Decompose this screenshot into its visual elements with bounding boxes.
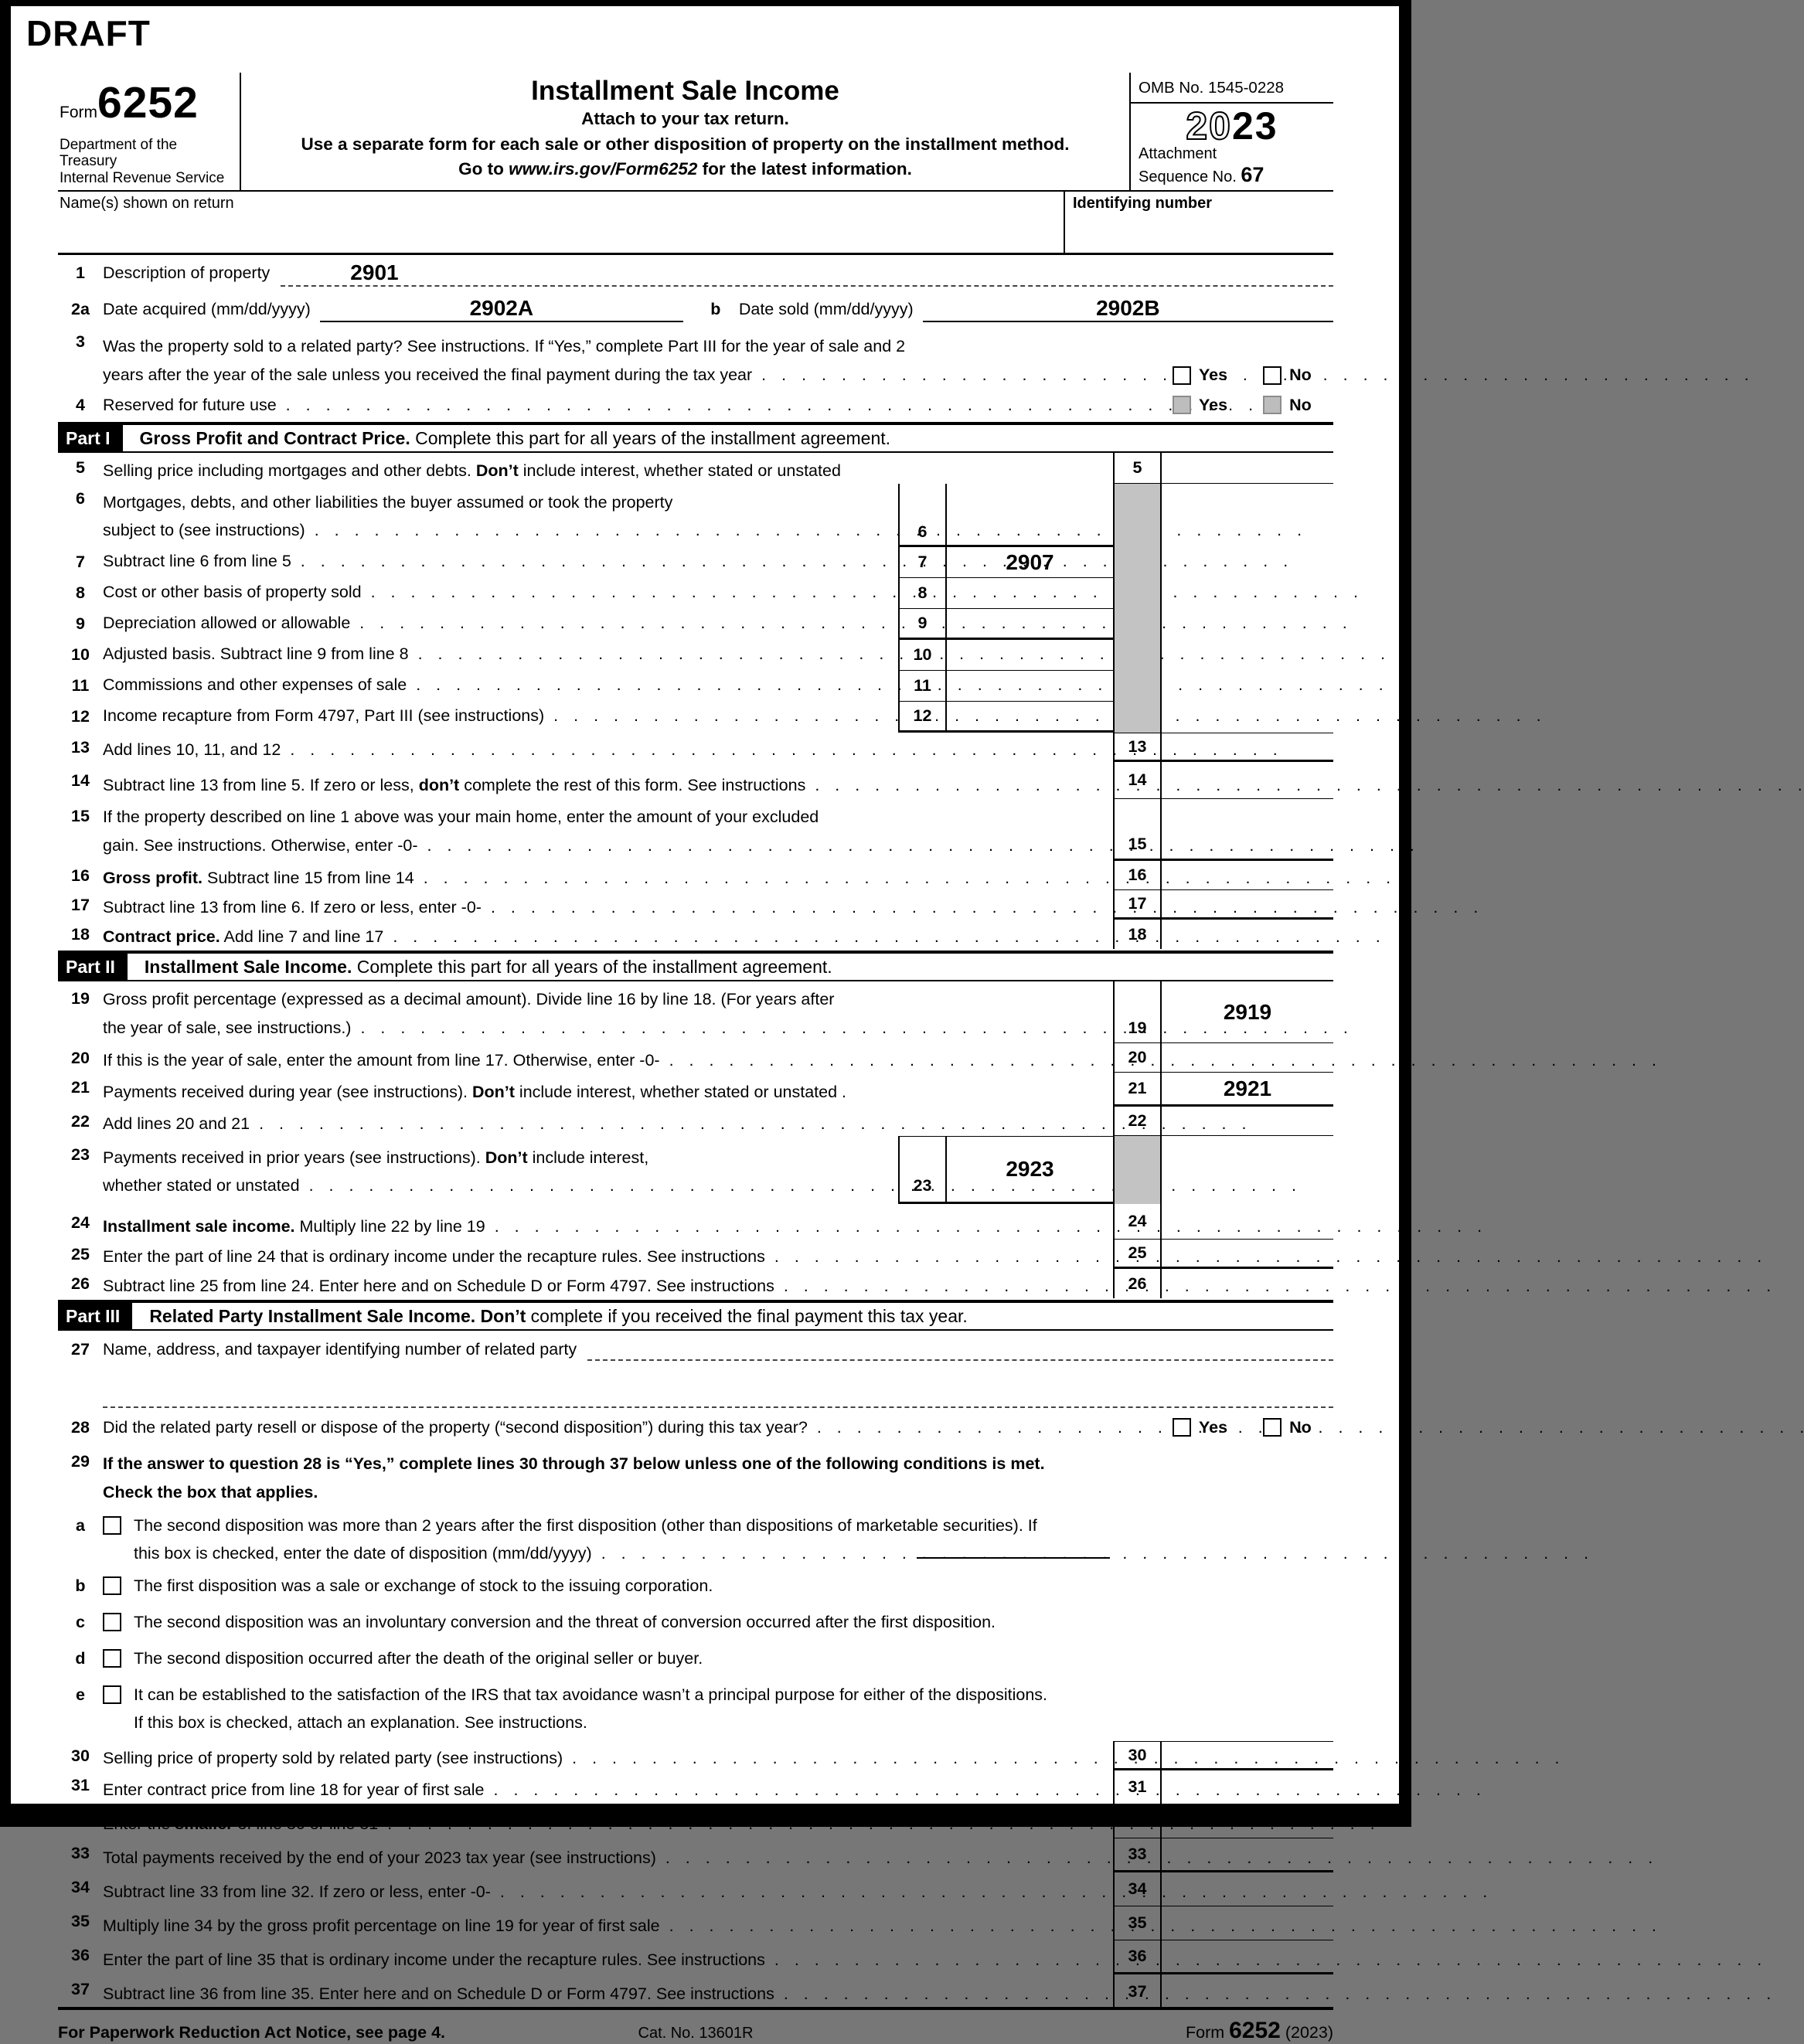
line-14: 14 Subtract line 13 from line 5. If zero or less, don’t complete the rest of this form. See instructions . . 14: [58, 762, 1333, 799]
line-19: 19 Gross profit percentage (expressed as a decimal amount). Divide line 16 by line 18. (For years after the year of sale, see instructions.) . . 19 2919: [58, 981, 1333, 1043]
line-30-amount[interactable]: [1162, 1741, 1333, 1770]
line-18-amount[interactable]: [1162, 920, 1333, 949]
line-35-amount[interactable]: [1162, 1906, 1333, 1940]
line-14-amount[interactable]: [1162, 762, 1333, 799]
line-6-amount[interactable]: [947, 484, 1113, 547]
line-23-box: 23: [898, 1136, 947, 1204]
line-13-amount[interactable]: [1162, 733, 1333, 762]
part-3-badge: Part III: [58, 1303, 132, 1329]
omb-number: OMB No. 1545-0228: [1131, 73, 1333, 104]
line-3-answer: Yes No: [1173, 366, 1333, 385]
line-35-box: 35: [1113, 1906, 1162, 1940]
line-31-amount[interactable]: [1162, 1770, 1333, 1804]
line-2a-input[interactable]: 2902A: [320, 296, 683, 322]
line-24-amount[interactable]: [1162, 1204, 1333, 1240]
line-3-yes-checkbox[interactable]: [1173, 366, 1191, 385]
line-18: 18 Contract price. Add line 7 and line 17 . . 18: [58, 920, 1333, 949]
part-1-header: Part I Gross Profit and Contract Price. Complete this part for all years of the installment agreement.: [58, 422, 1333, 453]
form-word: Form: [60, 104, 97, 121]
line-6: 6 Mortgages, debts, and other liabilities the buyer assumed or took the property subject to (see instructions) . . 6: [58, 484, 1113, 547]
line-27: 27 Name, address, and taxpayer identifying number of related party: [58, 1331, 1333, 1368]
line-30-box: 30: [1113, 1741, 1162, 1770]
line-17-box: 17: [1113, 890, 1162, 920]
line-9-amount[interactable]: [947, 609, 1113, 640]
line-8-amount[interactable]: [947, 578, 1113, 609]
line-23-amount[interactable]: 2923: [947, 1136, 1113, 1204]
line-29e: e It can be established to the satisfaction of the IRS that tax avoidance wasn’t a principal purpose for either of the dispositions. If this box is checked, attach an explanation. See instructions.: [76, 1685, 1047, 1733]
line-8-box: 8: [898, 578, 947, 609]
line-12: 12 Income recapture from Form 4797, Part III (see instructions) . . 12: [58, 702, 1113, 733]
line-34-amount[interactable]: [1162, 1872, 1333, 1906]
line-29c-checkbox[interactable]: [103, 1613, 121, 1631]
line-7: 7 Subtract line 6 from line 5 . . 7 2907: [58, 547, 1113, 578]
line-27-input[interactable]: [587, 1338, 1333, 1361]
line-16-box: 16: [1113, 861, 1162, 890]
name-field[interactable]: Name(s) shown on return: [60, 195, 234, 213]
form-footer: [58, 2007, 1333, 2044]
form-title-block: [241, 73, 1129, 190]
attachment-sequence: Attachment Sequence No. 67: [1139, 145, 1265, 186]
line-37-box: 37: [1113, 1974, 1162, 2008]
line-9-box: 9: [898, 609, 947, 640]
line-17: 17 Subtract line 13 from line 6. If zero or less, enter -0- . . 17: [58, 890, 1333, 920]
line-22-amount[interactable]: [1162, 1107, 1333, 1136]
line-25-amount[interactable]: [1162, 1240, 1333, 1269]
line-29d: d The second disposition occurred after the death of the original seller or buyer.: [75, 1649, 703, 1668]
line-21-box: 21: [1113, 1073, 1162, 1107]
line-17-amount[interactable]: [1162, 890, 1333, 920]
line-25: 25 Enter the part of line 24 that is ordinary income under the recapture rules. See instructions . . 25: [58, 1240, 1333, 1269]
line-29c: c The second disposition was an involuntary conversion and the threat of conversion occurred after the first disposition.: [76, 1613, 996, 1632]
line-36-box: 36: [1113, 1940, 1162, 1974]
line-9: 9 Depreciation allowed or allowable . . 9: [58, 609, 1113, 640]
line-29e-checkbox[interactable]: [103, 1685, 121, 1704]
line-24: 24 Installment sale income. Multiply line 22 by line 19 . . 24: [58, 1204, 1333, 1240]
line-33: 33 Total payments received by the end of your 2023 tax year (see instructions) . . 33: [58, 1838, 1333, 1872]
line-19-amount[interactable]: 2919: [1162, 981, 1333, 1043]
line-30: 30 Selling price of property sold by related party (see instructions) . . 30: [58, 1741, 1333, 1770]
line-10-amount[interactable]: [947, 640, 1113, 671]
line-26-amount[interactable]: [1162, 1269, 1333, 1298]
line-36: 36 Enter the part of line 35 that is ordinary income under the recapture rules. See instructions . . 36: [58, 1940, 1333, 1974]
catalog-number: Cat. No. 13601R: [638, 2025, 754, 2042]
line-22: 22 Add lines 20 and 21 . . 22: [58, 1107, 1333, 1136]
line-26: 26 Subtract line 25 from line 24. Enter here and on Schedule D or Form 4797. See instructions . . 26: [58, 1269, 1333, 1298]
line-26-box: 26: [1113, 1269, 1162, 1298]
line-2b-input[interactable]: 2902B: [923, 296, 1333, 322]
line-28-answer: Yes No: [1173, 1418, 1333, 1437]
lines-6-12-shaded-column: [1113, 484, 1162, 733]
line-27-input-row2[interactable]: [103, 1368, 1333, 1408]
line-18-box: 18: [1113, 920, 1162, 949]
goto-instruction: Go to www.irs.gov/Form6252 for the latest information.: [458, 159, 912, 179]
line-31: 31 Enter contract price from line 18 for year of first sale . . 31: [58, 1770, 1333, 1804]
line-3-no-checkbox[interactable]: [1263, 366, 1282, 385]
line-5-amount[interactable]: [1162, 453, 1333, 484]
omb-year-block: [1129, 73, 1333, 190]
line-37: 37 Subtract line 36 from line 35. Enter here and on Schedule D or Form 4797. See instructions . . 37: [58, 1974, 1333, 2008]
part-1-badge: Part I: [58, 425, 123, 451]
line-33-amount[interactable]: [1162, 1838, 1333, 1872]
line-34: 34 Subtract line 33 from line 32. If zero or less, enter -0- . . 34: [58, 1872, 1333, 1906]
part-2-header: Part II Installment Sale Income. Complete this part for all years of the installment agreement.: [58, 951, 1333, 981]
line-1: 1 Description of property 2901: [58, 255, 1333, 291]
line-15-box: 15: [1113, 799, 1162, 861]
line-2: 2a Date acquired (mm/dd/yyyy) 2902A b Date sold (mm/dd/yyyy) 2902B: [58, 291, 1333, 327]
line-13-box: 13: [1113, 733, 1162, 762]
line-13: 13 Add lines 10, 11, and 12 . . 13: [58, 733, 1333, 762]
tax-year: 2023: [1186, 104, 1278, 148]
agency-lines: Department of the Treasury Internal Revenue Service: [60, 136, 225, 187]
identifying-number-field[interactable]: Identifying number: [1064, 192, 1333, 253]
line-25-box: 25: [1113, 1240, 1162, 1269]
line-4-label: Reserved for future use: [103, 395, 277, 414]
draft-watermark: DRAFT: [26, 13, 151, 53]
line-21-amount[interactable]: 2921: [1162, 1073, 1333, 1107]
line-20-amount[interactable]: [1162, 1043, 1333, 1073]
line-15-amount[interactable]: [1162, 799, 1333, 861]
line-1-label: Description of property: [103, 264, 271, 283]
line-35: 35 Multiply line 34 by the gross profit percentage on line 19 for year of first sale . . 35: [58, 1906, 1333, 1940]
line-29b: b The first disposition was a sale or exchange of stock to the issuing corporation.: [75, 1576, 713, 1596]
line-4-no-checkbox: [1263, 396, 1282, 414]
line-32-amount[interactable]: [1162, 1804, 1333, 1838]
form-footer-id: Form 6252 (2023): [1185, 2018, 1333, 2044]
line-34-box: 34: [1113, 1872, 1162, 1906]
line-5: 5 Selling price including mortgages and other debts. Don’t include interest, whether stated or unstated 5: [58, 453, 1333, 484]
line-28-label: Did the related party resell or dispose of the property (“second disposition”) during this tax year?: [103, 1417, 808, 1437]
line-27-label: Name, address, and taxpayer identifying number of related party: [103, 1339, 577, 1359]
line-10: 10 Adjusted basis. Subtract line 9 from line 8 . . 10: [58, 640, 1113, 671]
line-29a: a The second disposition was more than 2 years after the first disposition (other than dispositions of marketable securities). If this box is checked, enter the date of disposition (mm/dd/yyyy). .: [58, 1507, 1333, 1567]
line-23-block: 23 Payments received in prior years (see instructions). Don’t include interest, whether stated or unstated . . 23 2923: [58, 1136, 1333, 1204]
separate-form-instruction: Use a separate form for each sale or other disposition of property on the installment method.: [301, 134, 1070, 154]
line-19-box: 19: [1113, 981, 1162, 1043]
identity-row: [58, 190, 1333, 255]
line-20: 20 If this is the year of sale, enter the amount from line 17. Otherwise, enter -0- . . 20: [58, 1043, 1333, 1073]
line-3-text-2: years after the year of the sale unless you received the final payment during the tax year: [103, 366, 753, 385]
line-29a-date-input[interactable]: [917, 1557, 1110, 1559]
line-37-amount[interactable]: [1162, 1974, 1333, 2008]
line-20-box: 20: [1113, 1043, 1162, 1073]
line-11-amount[interactable]: [947, 671, 1113, 702]
line-22-box: 22: [1113, 1107, 1162, 1136]
line-6-box: 6: [898, 484, 947, 547]
line-7-box: 7: [898, 547, 947, 578]
part-3-header: Part III Related Party Installment Sale Income. Don’t complete if you received the final payment this tax year.: [58, 1300, 1333, 1331]
line-3-text-1: Was the property sold to a related party? See instructions. If “Yes,” complete Part III for the year of sale and 2: [103, 337, 906, 356]
line-12-box: 12: [898, 702, 947, 733]
line-7-amount[interactable]: 2907: [947, 547, 1113, 578]
form-title: Installment Sale Income: [531, 76, 839, 106]
line-32: 32 Enter the smaller of line 30 or line 31 . . 32: [58, 1804, 1333, 1838]
line-32-box: 32: [1113, 1804, 1162, 1838]
line-31-box: 31: [1113, 1770, 1162, 1804]
line-29a-checkbox[interactable]: [103, 1516, 121, 1535]
line-2b-label: Date sold (mm/dd/yyyy): [738, 299, 914, 318]
part-2-badge: Part II: [58, 954, 128, 980]
line-33-box: 33: [1113, 1838, 1162, 1872]
line-23-shaded-column: [1113, 1136, 1162, 1204]
line-15: 15 If the property described on line 1 above was your main home, enter the amount of your excluded gain. See instructions. Otherwise, enter -0- . . 15: [58, 799, 1333, 861]
line-4-yes-checkbox: [1173, 396, 1191, 414]
line-16: 16 Gross profit. Subtract line 15 from line 14 . . 16: [58, 861, 1333, 890]
line-28-yes-checkbox[interactable]: [1173, 1418, 1191, 1437]
form-number: 6252: [97, 78, 199, 128]
line-12-amount[interactable]: [947, 702, 1113, 733]
form-header: [58, 73, 1333, 190]
line-11: 11 Commissions and other expenses of sale . . 11: [58, 671, 1113, 702]
line-24-box: 24: [1113, 1204, 1162, 1240]
line-4: 4 Reserved for future use . . Yes No: [58, 389, 1333, 420]
line-11-box: 11: [898, 671, 947, 702]
line-5-box: 5: [1113, 453, 1162, 484]
line-4-answer: Yes No: [1173, 396, 1333, 415]
attach-instruction: Attach to your tax return.: [581, 109, 789, 128]
line-14-box: 14: [1113, 762, 1162, 799]
form-number-block: [58, 73, 241, 190]
irs-url: www.irs.gov/Form6252: [509, 159, 698, 179]
line-28: 28 Did the related party resell or dispose of the property (“second disposition”) during this tax year? . . Yes No: [58, 1408, 1333, 1447]
line-28-no-checkbox[interactable]: [1263, 1418, 1282, 1437]
line-8: 8 Cost or other basis of property sold . . 8: [58, 578, 1113, 609]
line-2a-label: Date acquired (mm/dd/yyyy): [103, 299, 311, 318]
line-29: 29 If the answer to question 28 is “Yes,” complete lines 30 through 37 below unless one of the following conditions is met. Check the box that applies.: [71, 1452, 1045, 1502]
line-36-amount[interactable]: [1162, 1940, 1333, 1974]
lines-6-12-block: [58, 484, 1333, 733]
paperwork-notice: For Paperwork Reduction Act Notice, see page 4.: [58, 2023, 445, 2042]
line-29b-checkbox[interactable]: [103, 1576, 121, 1595]
line-29d-checkbox[interactable]: [103, 1649, 121, 1668]
line-21: 21 Payments received during year (see instructions). Don’t include interest, whether stated or unstated . 21 2921: [58, 1073, 1333, 1107]
line-10-box: 10: [898, 640, 947, 671]
line-3: 3 Was the property sold to a related party? See instructions. If “Yes,” complete Part III for the year of sale and 2 years after the year of the sale unless you received the final payment during the tax year . . Yes No: [58, 327, 1333, 389]
line-16-amount[interactable]: [1162, 861, 1333, 890]
line-1-input[interactable]: 2901: [281, 260, 1333, 287]
